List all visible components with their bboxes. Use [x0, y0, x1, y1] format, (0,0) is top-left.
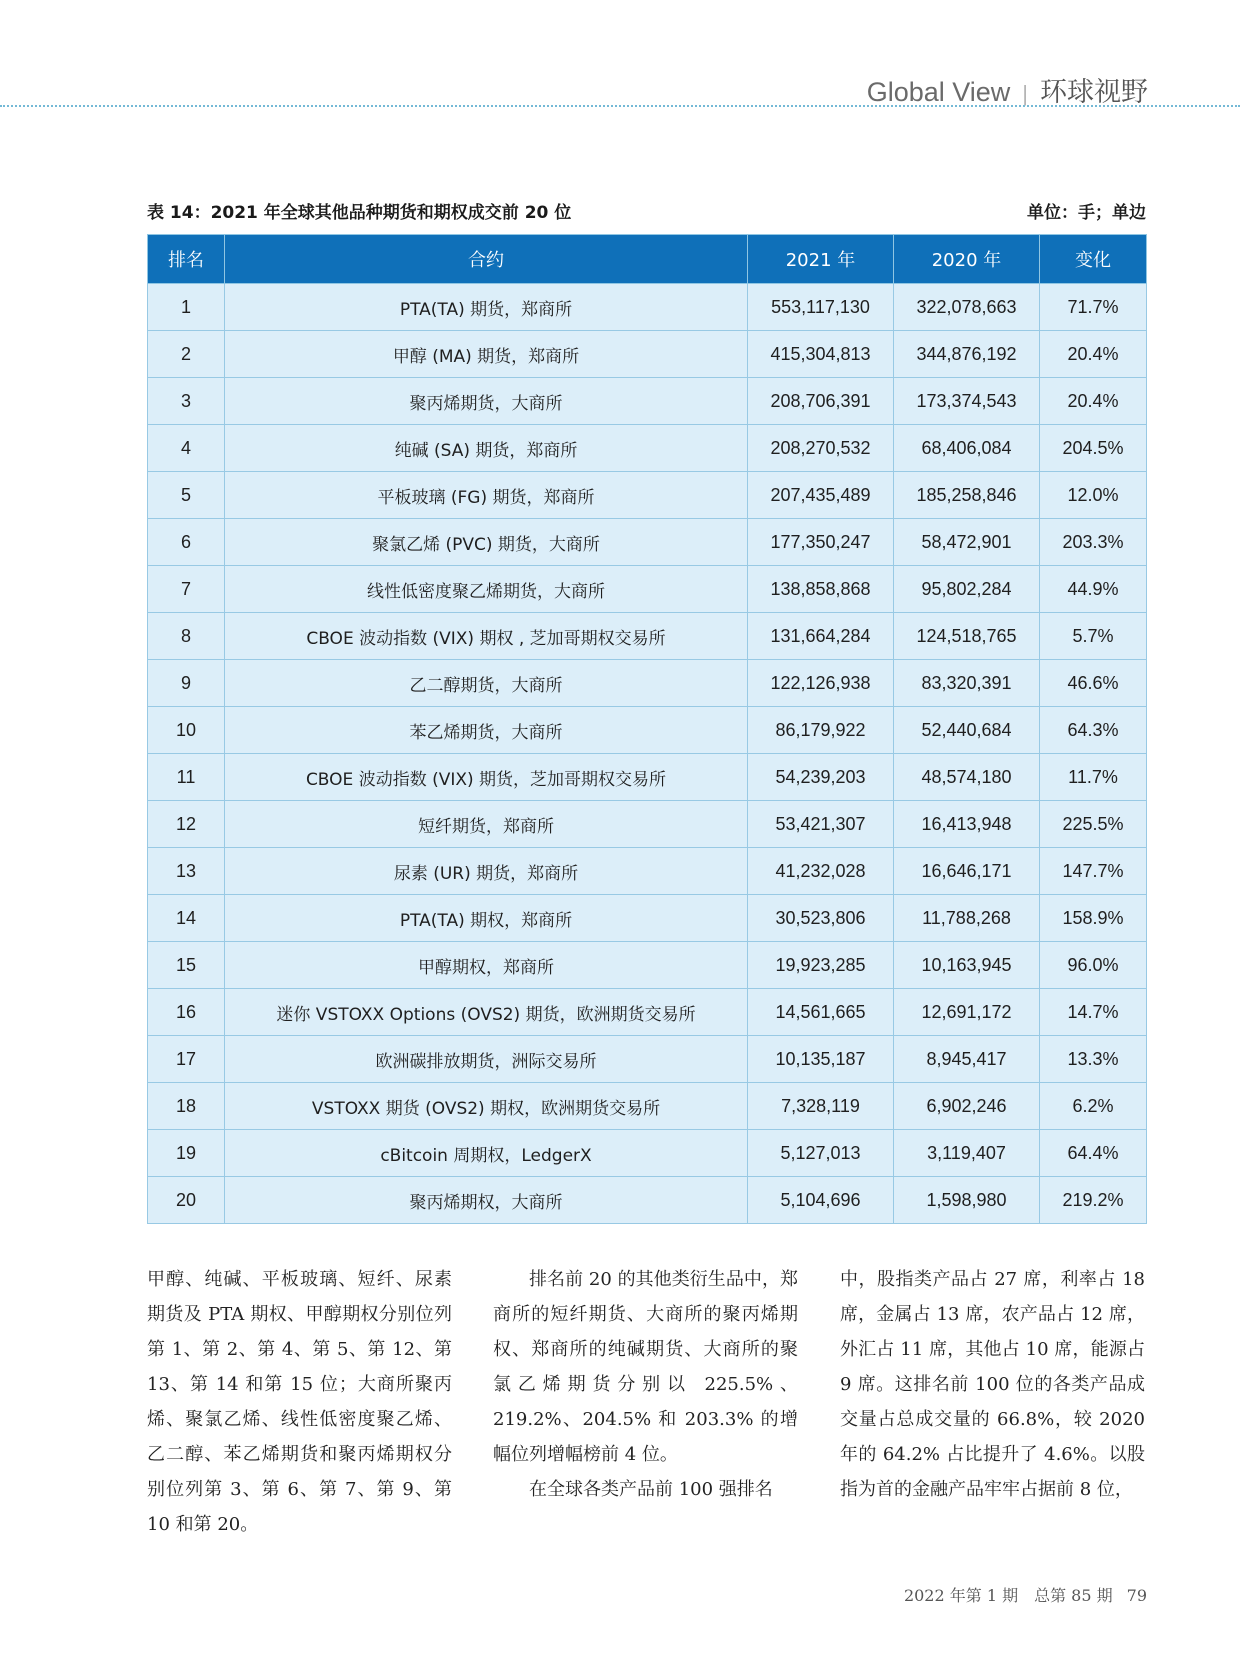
text-column-2 [493, 1262, 798, 1507]
rank-cell: 11 [148, 754, 225, 801]
table-row [148, 989, 1147, 1036]
change-cell: 20.4% [1040, 331, 1147, 378]
change-cell: 147.7% [1040, 848, 1147, 895]
rank-cell: 10 [148, 707, 225, 754]
table-row [148, 754, 1147, 801]
volume-2021-cell: 7,328,119 [748, 1083, 894, 1130]
header-rank: 排名 [148, 235, 225, 284]
volume-2020-cell: 185,258,846 [894, 472, 1040, 519]
contract-cell: 甲醇 (MA) 期货，郑商所 [225, 331, 748, 378]
table-row [148, 1130, 1147, 1177]
change-cell: 20.4% [1040, 378, 1147, 425]
table-row [148, 378, 1147, 425]
table-row [148, 660, 1147, 707]
contract-cell: 迷你 VSTOXX Options (OVS2) 期货，欧洲期货交易所 [225, 989, 748, 1036]
volume-2020-cell: 58,472,901 [894, 519, 1040, 566]
table-row [148, 848, 1147, 895]
table-unit: 单位：手；单边 [1027, 203, 1146, 223]
change-cell: 225.5% [1040, 801, 1147, 848]
volume-2020-cell: 48,574,180 [894, 754, 1040, 801]
change-cell: 219.2% [1040, 1177, 1147, 1224]
rank-cell: 13 [148, 848, 225, 895]
volume-2021-cell: 53,421,307 [748, 801, 894, 848]
section-header [867, 70, 1148, 109]
change-cell: 46.6% [1040, 660, 1147, 707]
volume-2021-cell: 122,126,938 [748, 660, 894, 707]
volume-2020-cell: 12,691,172 [894, 989, 1040, 1036]
volume-2020-cell: 68,406,084 [894, 425, 1040, 472]
header-change: 变化 [1040, 235, 1147, 284]
change-cell: 6.2% [1040, 1083, 1147, 1130]
contract-cell: 聚氯乙烯 (PVC) 期货，大商所 [225, 519, 748, 566]
contract-cell: 尿素 (UR) 期货，郑商所 [225, 848, 748, 895]
volume-2020-cell: 52,440,684 [894, 707, 1040, 754]
change-cell: 44.9% [1040, 566, 1147, 613]
contract-cell: cBitcoin 周期权，LedgerX [225, 1130, 748, 1177]
volume-2020-cell: 6,902,246 [894, 1083, 1040, 1130]
change-cell: 158.9% [1040, 895, 1147, 942]
text-column-3 [840, 1262, 1145, 1507]
change-cell: 13.3% [1040, 1036, 1147, 1083]
text-column-1 [147, 1262, 452, 1542]
table-row [148, 613, 1147, 660]
contract-cell: 聚丙烯期权，大商所 [225, 1177, 748, 1224]
table-row [148, 284, 1147, 331]
volume-2021-cell: 208,270,532 [748, 425, 894, 472]
volume-2020-cell: 1,598,980 [894, 1177, 1040, 1224]
contract-cell: 纯碱 (SA) 期货，郑商所 [225, 425, 748, 472]
contract-cell: CBOE 波动指数 (VIX) 期权 , 芝加哥期权交易所 [225, 613, 748, 660]
rank-cell: 6 [148, 519, 225, 566]
table-row [148, 801, 1147, 848]
header-chinese: 环球视野 [1040, 77, 1148, 108]
header-2020: 2020 年 [894, 235, 1040, 284]
change-cell: 71.7% [1040, 284, 1147, 331]
contract-cell: 聚丙烯期货，大商所 [225, 378, 748, 425]
contract-cell: 甲醇期权，郑商所 [225, 942, 748, 989]
volume-2021-cell: 208,706,391 [748, 378, 894, 425]
volume-2021-cell: 131,664,284 [748, 613, 894, 660]
contract-cell: VSTOXX 期货 (OVS2) 期权，欧洲期货交易所 [225, 1083, 748, 1130]
rank-cell: 1 [148, 284, 225, 331]
header-english: Global View [866, 77, 1011, 107]
ranking-table [147, 234, 1147, 1224]
change-cell: 64.4% [1040, 1130, 1147, 1177]
table-header-row [148, 235, 1147, 284]
volume-2021-cell: 10,135,187 [748, 1036, 894, 1083]
rank-cell: 20 [148, 1177, 225, 1224]
volume-2020-cell: 344,876,192 [894, 331, 1040, 378]
paragraph: 甲醇、纯碱、平板玻璃、短纤、尿素期货及 PTA 期权、甲醇期权分别位列第 1、第 2、第 4、第 5、第 12、第 13、第 14 和第 15 位；大商所聚丙烯、聚氯乙烯、线性低密度聚乙烯、乙二醇、苯乙烯期货和聚丙烯期权分别位列第 3、第 6、第 7、第 9、第 10 和第 20。 [147, 1269, 452, 1535]
volume-2021-cell: 19,923,285 [748, 942, 894, 989]
table-row [148, 942, 1147, 989]
volume-2020-cell: 16,646,171 [894, 848, 1040, 895]
volume-2021-cell: 30,523,806 [748, 895, 894, 942]
table-title: 表 14：2021 年全球其他品种期货和期权成交前 20 位 [147, 203, 572, 223]
change-cell: 203.3% [1040, 519, 1147, 566]
rank-cell: 17 [148, 1036, 225, 1083]
rank-cell: 5 [148, 472, 225, 519]
volume-2020-cell: 83,320,391 [894, 660, 1040, 707]
rank-cell: 7 [148, 566, 225, 613]
rank-cell: 9 [148, 660, 225, 707]
paragraph: 排名前 20 的其他类衍生品中，郑商所的短纤期货、大商所的聚丙烯期权、郑商所的纯碱期货、大商所的聚氯乙烯期货分别以 225.5%、219.2%、204.5% 和 203.3% 的增幅位列增幅榜前 4 位。 [493, 1269, 798, 1465]
header-2021: 2021 年 [748, 235, 894, 284]
issue-info: 2022 年第 1 期 总第 85 期 [903, 1586, 1113, 1605]
change-cell: 96.0% [1040, 942, 1147, 989]
table-caption [147, 198, 1146, 223]
change-cell: 204.5% [1040, 425, 1147, 472]
volume-2021-cell: 5,127,013 [748, 1130, 894, 1177]
table-row [148, 707, 1147, 754]
rank-cell: 14 [148, 895, 225, 942]
volume-2020-cell: 95,802,284 [894, 566, 1040, 613]
volume-2021-cell: 138,858,868 [748, 566, 894, 613]
volume-2021-cell: 54,239,203 [748, 754, 894, 801]
rank-cell: 2 [148, 331, 225, 378]
volume-2021-cell: 415,304,813 [748, 331, 894, 378]
table-row [148, 425, 1147, 472]
contract-cell: PTA(TA) 期权，郑商所 [225, 895, 748, 942]
contract-cell: PTA(TA) 期货，郑商所 [225, 284, 748, 331]
contract-cell: 欧洲碳排放期货，洲际交易所 [225, 1036, 748, 1083]
change-cell: 14.7% [1040, 989, 1147, 1036]
volume-2021-cell: 14,561,665 [748, 989, 894, 1036]
paragraph: 中，股指类产品占 27 席，利率占 18 席，金属占 13 席，农产品占 12 席，外汇占 11 席，其他占 10 席，能源占 9 席。这排名前 100 位的各类产品成交量占总成交量的 66.8%，较 2020 年的 64.2% 占比提升了 4.6%。以股指为首的金融产品牢牢占据前 8 位， [840, 1269, 1145, 1500]
header-separator: | [1022, 81, 1028, 106]
volume-2020-cell: 16,413,948 [894, 801, 1040, 848]
header-dotted-rule [0, 105, 1240, 107]
rank-cell: 3 [148, 378, 225, 425]
volume-2020-cell: 322,078,663 [894, 284, 1040, 331]
volume-2021-cell: 41,232,028 [748, 848, 894, 895]
rank-cell: 18 [148, 1083, 225, 1130]
rank-cell: 15 [148, 942, 225, 989]
change-cell: 64.3% [1040, 707, 1147, 754]
rank-cell: 8 [148, 613, 225, 660]
table-row [148, 331, 1147, 378]
change-cell: 12.0% [1040, 472, 1147, 519]
volume-2021-cell: 177,350,247 [748, 519, 894, 566]
volume-2021-cell: 5,104,696 [748, 1177, 894, 1224]
contract-cell: CBOE 波动指数 (VIX) 期货，芝加哥期权交易所 [225, 754, 748, 801]
contract-cell: 短纤期货，郑商所 [225, 801, 748, 848]
page-number: 79 [1126, 1586, 1147, 1605]
rank-cell: 4 [148, 425, 225, 472]
rank-cell: 16 [148, 989, 225, 1036]
page-footer [904, 1583, 1147, 1606]
table-row [148, 1083, 1147, 1130]
volume-2021-cell: 86,179,922 [748, 707, 894, 754]
volume-2020-cell: 10,163,945 [894, 942, 1040, 989]
volume-2020-cell: 3,119,407 [894, 1130, 1040, 1177]
paragraph: 在全球各类产品前 100 强排名 [529, 1479, 773, 1500]
volume-2020-cell: 8,945,417 [894, 1036, 1040, 1083]
table-row [148, 472, 1147, 519]
rank-cell: 19 [148, 1130, 225, 1177]
header-contract: 合约 [225, 235, 748, 284]
contract-cell: 线性低密度聚乙烯期货，大商所 [225, 566, 748, 613]
change-cell: 11.7% [1040, 754, 1147, 801]
table-row [148, 519, 1147, 566]
change-cell: 5.7% [1040, 613, 1147, 660]
volume-2021-cell: 207,435,489 [748, 472, 894, 519]
contract-cell: 苯乙烯期货，大商所 [225, 707, 748, 754]
volume-2021-cell: 553,117,130 [748, 284, 894, 331]
rank-cell: 12 [148, 801, 225, 848]
volume-2020-cell: 124,518,765 [894, 613, 1040, 660]
table-row [148, 895, 1147, 942]
volume-2020-cell: 11,788,268 [894, 895, 1040, 942]
table-row [148, 1177, 1147, 1224]
volume-2020-cell: 173,374,543 [894, 378, 1040, 425]
contract-cell: 乙二醇期货，大商所 [225, 660, 748, 707]
contract-cell: 平板玻璃 (FG) 期货，郑商所 [225, 472, 748, 519]
table-row [148, 566, 1147, 613]
table-row [148, 1036, 1147, 1083]
